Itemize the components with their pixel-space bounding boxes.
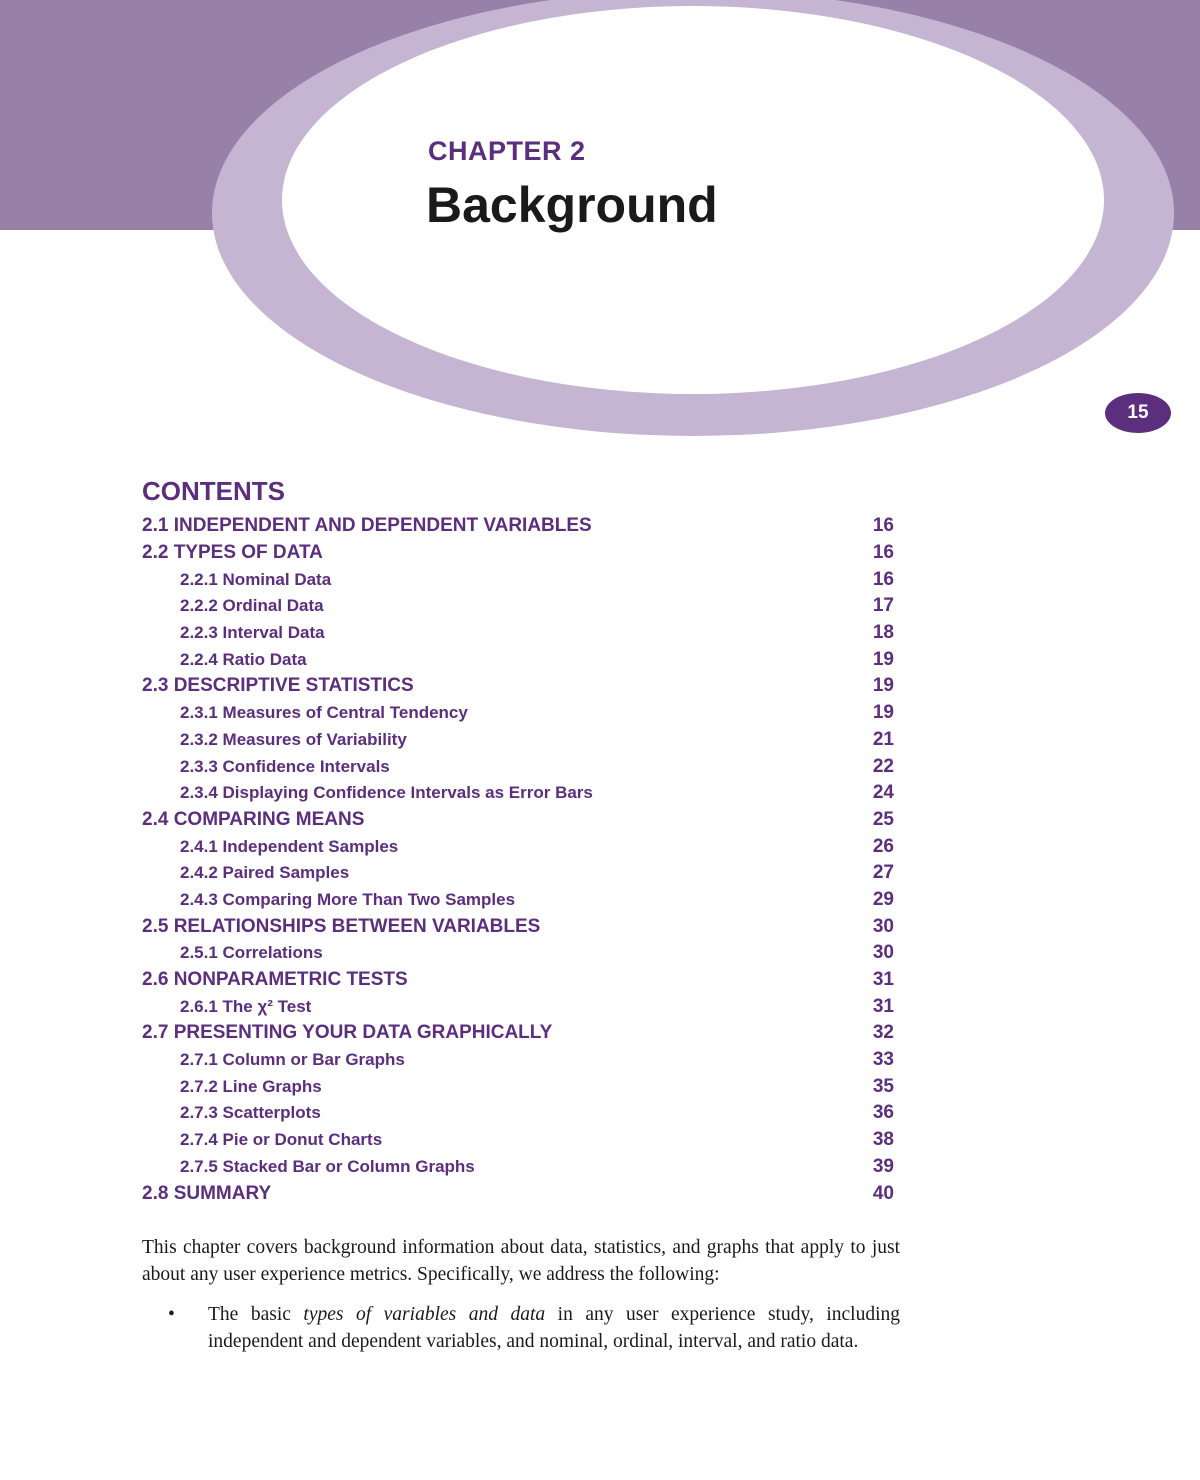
toc-entry-label: 2.2 TYPES OF DATA bbox=[142, 542, 323, 564]
toc-entry-page: 40 bbox=[872, 1182, 894, 1204]
toc-entry[interactable] bbox=[142, 593, 894, 620]
toc-entry-label: 2.3.3 Confidence Intervals bbox=[180, 756, 390, 776]
toc-entry-page: 39 bbox=[872, 1155, 894, 1177]
toc-entry[interactable] bbox=[142, 940, 894, 967]
toc-entry-label: 2.3.1 Measures of Central Tendency bbox=[180, 703, 468, 723]
toc-entry-label: 2.7.4 Pie or Donut Charts bbox=[180, 1130, 383, 1150]
toc-entry-label: 2.2.2 Ordinal Data bbox=[180, 596, 324, 616]
toc-entry-label: 2.7.1 Column or Bar Graphs bbox=[180, 1050, 405, 1070]
bullet-text-suffix: in any user experience study, including independent and dependent variables, and nominal, ordinal, interval, and ratio data. bbox=[208, 1304, 900, 1352]
toc-entry-label: 2.7.3 Scatterplots bbox=[180, 1103, 321, 1123]
chapter-label: CHAPTER 2 bbox=[428, 136, 586, 166]
toc-entry-page: 21 bbox=[872, 728, 894, 750]
toc-entry-page: 26 bbox=[872, 835, 894, 857]
toc-entry[interactable] bbox=[142, 513, 894, 540]
contents-heading: CONTENTS bbox=[142, 476, 285, 506]
bullet-icon: • bbox=[168, 1304, 175, 1325]
toc-entry-page: 16 bbox=[872, 515, 894, 537]
toc-entry-page: 25 bbox=[872, 808, 894, 830]
toc-entry-label: 2.7 PRESENTING YOUR DATA GRAPHICALLY bbox=[142, 1022, 553, 1044]
toc-entry[interactable] bbox=[142, 646, 894, 673]
toc-entry-label: 2.8 SUMMARY bbox=[142, 1182, 272, 1204]
toc-entry[interactable] bbox=[142, 1127, 894, 1154]
toc-entry-label: 2.7.2 Line Graphs bbox=[180, 1076, 322, 1096]
toc-entry[interactable] bbox=[142, 1020, 894, 1047]
toc-entry-label: 2.4.2 Paired Samples bbox=[180, 863, 350, 883]
toc-entry-label: 2.7.5 Stacked Bar or Column Graphs bbox=[180, 1156, 475, 1176]
chapter-title: Background bbox=[426, 177, 718, 233]
toc-entry-label: 2.2.3 Interval Data bbox=[180, 623, 325, 643]
toc-entry-label: 2.4 COMPARING MEANS bbox=[142, 808, 365, 830]
toc-entry-page: 16 bbox=[872, 542, 894, 564]
toc-entry[interactable] bbox=[142, 1180, 894, 1207]
toc-entry-page: 18 bbox=[872, 622, 894, 644]
toc-entry-page: 19 bbox=[872, 675, 894, 697]
toc-entry[interactable] bbox=[142, 887, 894, 914]
toc-entry-label: 2.4.3 Comparing More Than Two Samples bbox=[180, 889, 516, 909]
toc-entry[interactable] bbox=[142, 913, 894, 940]
toc-entry[interactable] bbox=[142, 780, 894, 807]
toc-entry-label: 2.3.2 Measures of Variability bbox=[180, 729, 407, 749]
toc-entry[interactable] bbox=[142, 833, 894, 860]
toc-entry-page: 31 bbox=[872, 969, 894, 991]
toc-entry-label: 2.5.1 Correlations bbox=[180, 943, 323, 963]
toc-entry-page: 17 bbox=[872, 595, 894, 617]
toc-entry-page: 31 bbox=[872, 995, 894, 1017]
toc-entry-page: 19 bbox=[872, 648, 894, 670]
toc-entry-page: 32 bbox=[872, 1022, 894, 1044]
toc-entry[interactable] bbox=[142, 753, 894, 780]
toc-entry-label: 2.3.4 Displaying Confidence Intervals as Error Bars bbox=[180, 783, 593, 803]
bullet-text bbox=[208, 1301, 900, 1355]
toc-entry-page: 30 bbox=[872, 942, 894, 964]
toc-entry-page: 22 bbox=[872, 755, 894, 777]
toc-entry-label: 2.4.1 Independent Samples bbox=[180, 836, 399, 856]
intro-paragraph: This chapter covers background information about data, statistics, and graphs that apply to just about any user experience metrics. Specifically, we address the following: bbox=[142, 1237, 900, 1285]
toc-entry-page: 33 bbox=[872, 1049, 894, 1071]
toc-entry[interactable] bbox=[142, 566, 894, 593]
toc-entry[interactable] bbox=[142, 860, 894, 887]
bullet-text-emphasis: types of variables and data bbox=[303, 1304, 546, 1325]
toc-entry-page: 16 bbox=[872, 568, 894, 590]
toc-entry-page: 24 bbox=[872, 782, 894, 804]
toc-entry-label: 2.6.1 The χ² Test bbox=[180, 996, 312, 1016]
toc-entry[interactable] bbox=[142, 673, 894, 700]
toc-entry-label: 2.6 NONPARAMETRIC TESTS bbox=[142, 969, 408, 991]
toc-entry[interactable] bbox=[142, 727, 894, 754]
toc-entry-page: 19 bbox=[872, 702, 894, 724]
toc-entry[interactable] bbox=[142, 967, 894, 994]
toc-entry[interactable] bbox=[142, 993, 894, 1020]
toc-entry-page: 38 bbox=[872, 1129, 894, 1151]
toc-entry[interactable] bbox=[142, 1047, 894, 1074]
toc-entry[interactable] bbox=[142, 700, 894, 727]
toc-entry-page: 30 bbox=[872, 915, 894, 937]
toc-entry-page: 36 bbox=[872, 1102, 894, 1124]
toc-entry-label: 2.3 DESCRIPTIVE STATISTICS bbox=[142, 675, 414, 697]
toc-entry[interactable] bbox=[142, 540, 894, 567]
toc-entry[interactable] bbox=[142, 807, 894, 834]
toc-entry-label: 2.5 RELATIONSHIPS BETWEEN VARIABLES bbox=[142, 915, 541, 937]
toc-entry-page: 35 bbox=[872, 1075, 894, 1097]
toc-entry[interactable] bbox=[142, 620, 894, 647]
toc-entry[interactable] bbox=[142, 1100, 894, 1127]
toc-entry[interactable] bbox=[142, 1073, 894, 1100]
toc-entry-label: 2.1 INDEPENDENT AND DEPENDENT VARIABLES bbox=[142, 515, 592, 537]
toc-entry-label: 2.2.4 Ratio Data bbox=[180, 649, 307, 669]
toc-entry-page: 27 bbox=[872, 862, 894, 884]
table-of-contents bbox=[142, 513, 894, 1207]
page-number-badge: 15 bbox=[1105, 393, 1171, 433]
toc-entry[interactable] bbox=[142, 1154, 894, 1181]
toc-entry-page: 29 bbox=[872, 888, 894, 910]
toc-entry-label: 2.2.1 Nominal Data bbox=[180, 569, 332, 589]
bullet-text-prefix: The basic bbox=[208, 1304, 304, 1325]
